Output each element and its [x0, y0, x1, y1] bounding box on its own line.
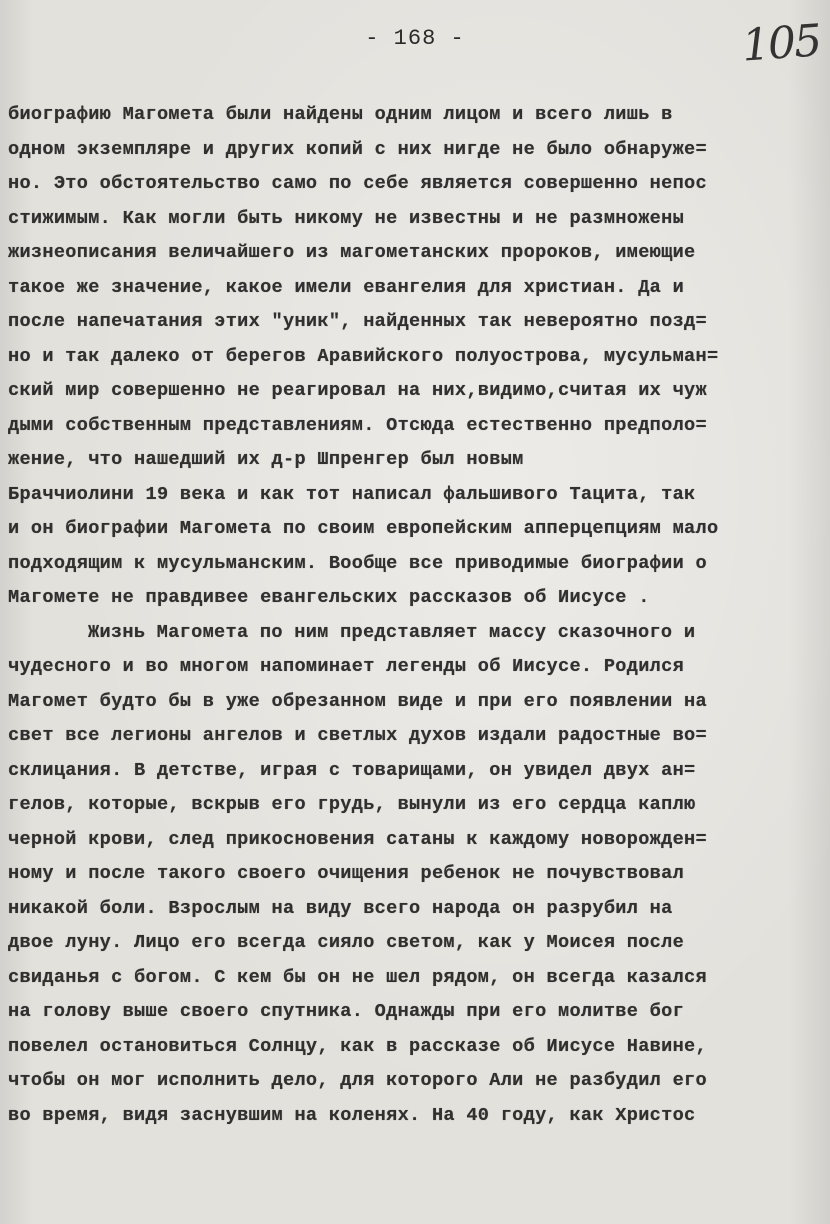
handwritten-archive-number: 105: [740, 15, 822, 72]
text-line: во время, видя заснувшим на коленях. На 40 году, как Христос: [8, 1104, 696, 1126]
text-line: чудесного и во многом напоминает легенды об Иисусе. Родился: [8, 656, 685, 677]
text-line: подходящим к мусульманским. Вообще все приводимые биографии о: [8, 552, 707, 574]
text-line: и он биографии Магомета по своим европейским апперцепциям мало: [8, 518, 719, 539]
text-line: но. Это обстоятельство само по себе является совершенно непос: [8, 173, 707, 194]
text-line: но и так далеко от берегов Аравийского полуострова, мусульман=: [8, 345, 719, 367]
text-line: после напечатания этих "уник", найденных так невероятно позд=: [8, 311, 707, 332]
text-line: чтобы он мог исполнить дело, для которого Али не разбудил его: [8, 1070, 707, 1091]
text-line: ский мир совершенно не реагировал на них,видимо,считая их чуж: [8, 380, 707, 401]
typewritten-text-body: [8, 98, 822, 1133]
text-line: одном экземпляре и других копий с них нигде не было обнаруже=: [8, 138, 707, 160]
text-line: жизнеописания величайшего из магометанских пророков, имеющие: [8, 242, 696, 263]
text-line: двое луну. Лицо его всегда сияло светом, как у Моисея после: [8, 932, 685, 953]
text-line: Магомет будто бы в уже обрезанном виде и при его появлении на: [8, 690, 707, 712]
text-line: биографию Магомета были найдены одним лицом и всего лишь в: [8, 104, 673, 125]
text-line: дыми собственным представлениям. Отсюда естественно предполо=: [8, 414, 707, 436]
text-line: свет все легионы ангелов и светлых духов издали радостные во=: [8, 725, 707, 746]
text-line: Жизнь Магомета по ним представляет массу сказочного и: [88, 621, 696, 643]
text-line: ному и после такого своего очищения ребенок не почувствовал: [8, 863, 685, 884]
text-line: Магомете не правдивее евангельских рассказов об Иисусе .: [8, 587, 650, 608]
text-line: Браччиолини 19 века и как тот написал фальшивого Тацита, так: [8, 483, 696, 505]
text-line: гелов, которые, вскрыв его грудь, вынули из его сердца каплю: [8, 794, 696, 815]
text-line: черной крови, след прикосновения сатаны к каждому новорожден=: [8, 828, 707, 850]
text-line: повелел остановиться Солнцу, как в рассказе об Иисусе Навине,: [8, 1035, 707, 1057]
text-line: никакой боли. Взрослым на виду всего народа он разрубил на: [8, 897, 673, 919]
text-line: жение, что нашедший их д-р Шпренгер был новым: [8, 449, 524, 470]
text-line: на голову выше своего спутника. Однажды при его молитве бог: [8, 1001, 685, 1022]
text-line: свиданья с богом. С кем бы он не шел рядом, он всегда казался: [8, 966, 707, 988]
text-line: стижимым. Как могли быть никому не известны и не размножены: [8, 207, 685, 229]
page-number: - 168 -: [365, 26, 465, 51]
text-line: такое же значение, какое имели евангелия для христиан. Да и: [8, 276, 685, 298]
text-line: склицания. В детстве, играя с товарищами, он увидел двух ан=: [8, 759, 696, 781]
